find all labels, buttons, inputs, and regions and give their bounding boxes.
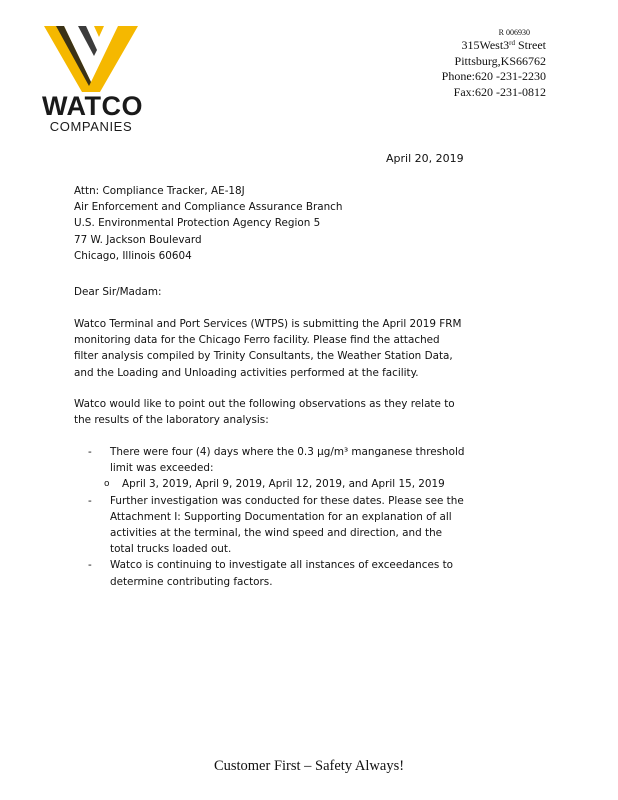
- footer-slogan: Customer First – Safety Always!: [213, 758, 405, 774]
- addressee-line: Attn: Compliance Tracker, AE-18J: [74, 185, 245, 197]
- circle-bullet: o: [104, 479, 110, 490]
- address-city: Pittsburg,KS66762: [454, 53, 546, 68]
- street-number: 315West3: [461, 38, 510, 52]
- logo-subtitle: COMPANIES: [49, 119, 133, 134]
- address-phone: Phone:620 -231-2230: [441, 69, 546, 83]
- watco-chevron-icon: [42, 24, 140, 94]
- street-superscript: rd: [509, 39, 515, 47]
- street-name: Street: [515, 38, 546, 52]
- list-item-text: Watco is continuing to investigate all instances of exceedances to determine contributing factors.: [110, 559, 454, 588]
- list-item: [88, 444, 468, 476]
- addressee-line: 77 W. Jackson Boulevard: [74, 233, 202, 246]
- paragraph-intro: Watco Terminal and Port Services (WTPS) is submitting the April 2019 FRM monitoring data for the Chicago Ferro facility. Please find the attached filter analysis compiled by Trinity Consultants, the Weather Station Data, and the Loading and Unloading activities performed at the facility.: [74, 318, 462, 379]
- dash-bullet: -: [88, 559, 92, 572]
- watco-logo: [42, 24, 143, 136]
- addressee-line: Chicago, Illinois 60604: [74, 249, 192, 262]
- salutation: Dear Sir/Madam:: [74, 286, 162, 298]
- sub-list-item-text: April 3, 2019, April 9, 2019, April 12, 2019, and April 15, 2019: [122, 478, 445, 491]
- document-reference: R 006930: [498, 28, 530, 37]
- sender-address: [442, 28, 546, 100]
- paragraph-observations: Watco would like to point out the following observations as they relate to the results of the laboratory analysis:: [74, 398, 455, 427]
- observation-list: [88, 444, 468, 590]
- dash-bullet: -: [88, 446, 92, 458]
- logo-wordmark: WATCO: [42, 91, 143, 121]
- letter-date: April 20, 2019: [386, 152, 464, 165]
- address-street: [442, 38, 546, 54]
- sub-list-item: [88, 476, 468, 492]
- list-item-text: Further investigation was conducted for these dates. Please see the Attachment I: Supporting Documentation for an explanation of all activities at the terminal, the wind speed and direction, and the total trucks loaded out.: [110, 494, 464, 556]
- address-fax: Fax:620 -231-0812: [453, 84, 546, 99]
- list-item: [88, 493, 468, 558]
- list-item-text: There were four (4) days where the 0.3 µg/m³ manganese threshold limit was exceeded:: [110, 446, 465, 475]
- addressee-line: U.S. Environmental Protection Agency Region 5: [74, 217, 321, 230]
- addressee-line: Air Enforcement and Compliance Assurance Branch: [74, 201, 343, 214]
- addressee-block: [74, 183, 470, 264]
- list-item: [88, 557, 468, 589]
- dash-bullet: -: [88, 494, 92, 507]
